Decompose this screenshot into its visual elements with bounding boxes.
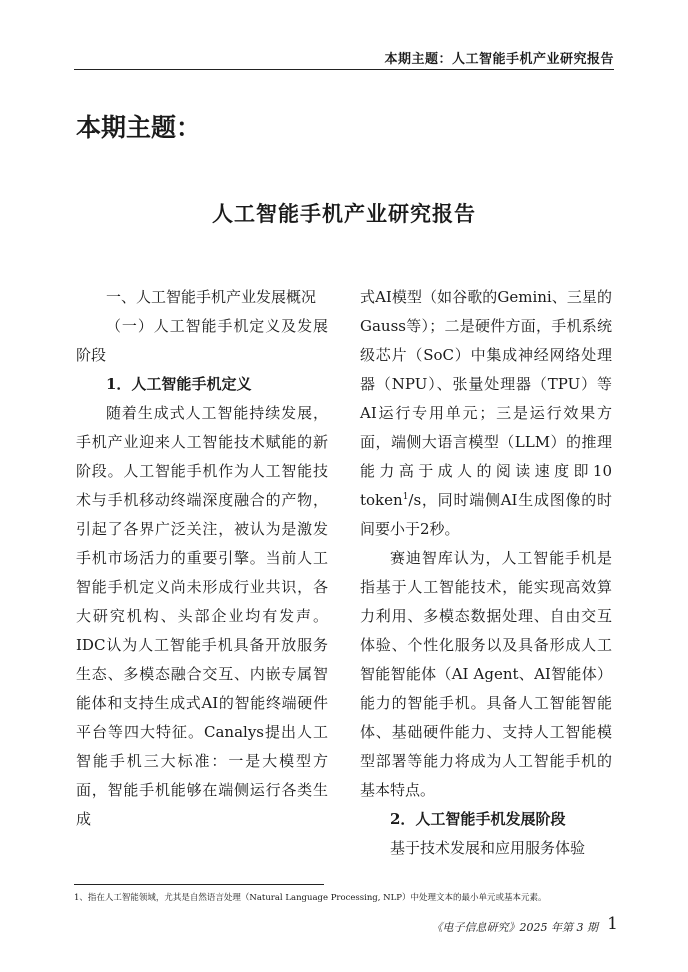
left-column [76,283,328,834]
paragraph-text: /s，同时端侧AI生成图像的时间要小于2秒。 [360,491,612,538]
paragraph-ccid-definition: 赛迪智库认为，人工智能手机是指基于人工智能技术，能实现高效算力利用、多模态数据处理、自由交互体验、个性化服务以及具备形成人工智能智能体（AI Agent、AI智能体）能力的智能手机。具备人工智能智能体、基础硬件能力、支持人工智能模型部署等能力将成为人工智能手机的基本特点。 [360,549,612,799]
heading-level-1: 一、人工智能手机产业发展概况 [106,288,317,306]
paragraph-text: 式AI模型（如谷歌的Gemini、三星的Gauss等）；二是硬件方面，手机系统级芯片（SoC）中集成神经网络处理器（NPU）、张量处理器（TPU）等AI运行专用单元；三是运行效果方面，端侧大语言模型（LLM）的推理能力高于成人的阅读速度即10 token [360,288,612,509]
paragraph-definition: 随着生成式人工智能持续发展，手机产业迎来人工智能技术赋能的新阶段。人工智能手机作为人工智能技术与手机移动终端深度融合的产物，引起了各界广泛关注，被认为是激发手机市场活力的重要引擎。当前人工智能手机定义尚未形成行业共识，各大研究机构、头部企业均有发声。IDC认为人工智能手机具备开放服务生态、多模态融合交互、内嵌专属智能体和支持生成式AI的智能终端硬件平台等四大特征。Canalys提出人工智能手机三大标准：一是大模型方面，智能手机能够在端侧运行各类生成 [76,404,328,828]
section-label: 本期主题： [76,113,202,142]
right-column [360,283,612,863]
subheading-stages: 2．人工智能手机发展阶段 [390,810,566,828]
subheading-definition: 1．人工智能手机定义 [106,375,252,393]
footnote-marker[interactable]: 1 [402,492,409,502]
footnote: 1、指在人工智能领域，尤其是自然语言处理（Natural Language Processing, NLP）中处理文本的最小单元或基本元素。 [74,893,547,903]
heading-level-2: （一）人工智能手机定义及发展阶段 [76,317,328,364]
page-number: 1 [607,914,618,934]
paragraph-stages: 基于技术发展和应用服务体验 [390,839,586,857]
header-rule [74,69,614,70]
report-title: 人工智能手机产业研究报告 [212,202,476,226]
running-header: 本期主题：人工智能手机产业研究报告 [384,52,614,67]
footnote-rule [74,884,324,885]
paragraph-definition-continued [360,283,612,544]
journal-citation: 《电子信息研究》2025 年第 3 期 [431,921,598,934]
